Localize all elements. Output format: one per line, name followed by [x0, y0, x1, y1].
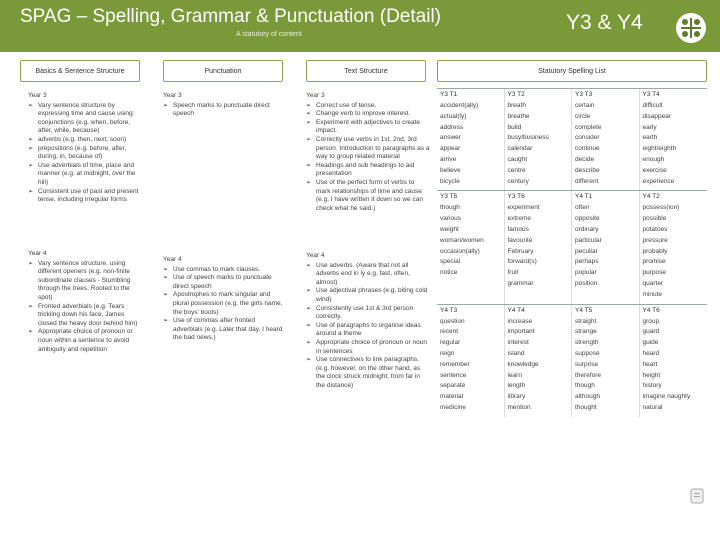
spelling-cell — [640, 191, 708, 303]
spelling-word: surprise — [575, 360, 599, 368]
spelling-term-heading: Y3 T2 — [507, 91, 525, 98]
spelling-word: mention — [507, 403, 531, 411]
year-label: Year 4 — [163, 256, 182, 263]
spelling-word: length — [507, 382, 526, 390]
spelling-word: difficult — [642, 102, 663, 109]
spelling-word: woman/women — [440, 236, 484, 244]
spelling-term-heading: Y4 T5 — [575, 306, 593, 314]
spelling-word: promise — [642, 258, 666, 266]
year-tag: Y3 & Y4 — [566, 11, 643, 34]
spelling-cell — [437, 305, 505, 417]
spelling-word: answer — [440, 134, 461, 142]
spelling-word: decide — [575, 155, 595, 163]
list-item: ➢ Appropriate choice of pronoun or noun in sentences — [306, 339, 430, 356]
year-label: Year 3 — [306, 92, 325, 99]
spelling-word: imagine naughty — [642, 393, 691, 401]
spelling-term-heading: Y4 T1 — [575, 193, 593, 201]
spelling-term-heading: Y4 T3 — [440, 306, 458, 314]
page-title: SPAG – Spelling, Grammar & Punctuation (Detail) — [20, 6, 441, 27]
year-label: Year 3 — [28, 92, 47, 99]
spelling-word: though — [440, 204, 460, 212]
spelling-word: experience — [642, 177, 675, 185]
spelling-block — [437, 190, 707, 303]
spelling-word: February — [507, 247, 534, 255]
spelling-word: straight — [575, 317, 597, 325]
spelling-word: remember — [440, 360, 470, 368]
spelling-word: address — [440, 123, 464, 131]
spelling-word: therefore — [575, 371, 602, 379]
spelling-cell — [505, 89, 573, 190]
spelling-word: height — [642, 371, 661, 379]
list-item: ➢ Headings and sub headings to aid presentation — [306, 162, 430, 179]
tree-crest-icon — [675, 12, 707, 44]
text-structure-y3 — [306, 92, 430, 213]
list-item: ➢ Apostrophes to mark singular and plural possession (e.g. the girls name, the boys' boots) — [163, 291, 283, 317]
spelling-term-heading: Y3 T6 — [507, 193, 525, 201]
list-item: ➢ Consistent use of past and present tense, including irregular forms — [28, 188, 140, 205]
spelling-cell — [640, 89, 708, 190]
spelling-word: potatoes — [642, 225, 668, 233]
spelling-term-heading: Y3 T3 — [575, 91, 593, 98]
year-label: Year 4 — [28, 250, 47, 257]
spelling-term-heading: Y3 T4 — [642, 91, 660, 98]
spelling-word: question — [440, 317, 465, 325]
spelling-word: strange — [575, 328, 597, 336]
column-heading-punctuation: Punctuation — [163, 60, 283, 82]
spelling-word: centre — [507, 166, 526, 174]
spelling-word: forward(s) — [507, 258, 537, 266]
spelling-word: believe — [440, 166, 461, 174]
spelling-word: bicycle — [440, 177, 460, 185]
list-item: ➢ Use of paragraphs to organise ideas around a theme — [306, 322, 430, 339]
list-item: ➢ Change verb to improve interest. — [306, 110, 430, 119]
text-structure-y4 — [306, 252, 430, 391]
spelling-block — [437, 88, 707, 190]
spelling-word: regular — [440, 339, 461, 347]
spelling-cell — [572, 89, 640, 190]
list-item: ➢ Use of commas after fronted adverbials (e.g. Later that day, I heard the bad news.) — [163, 317, 283, 343]
spelling-word: complete — [575, 123, 602, 131]
spelling-word: breath — [507, 102, 526, 109]
spelling-word: special — [440, 258, 461, 266]
spelling-word: sentence — [440, 371, 467, 379]
spelling-word: popular — [575, 269, 597, 277]
spelling-word: knowledge — [507, 360, 539, 368]
spelling-word: particular — [575, 236, 602, 244]
spelling-word: probably — [642, 247, 668, 255]
spelling-word: natural — [642, 403, 663, 411]
spelling-word: circle — [575, 112, 591, 120]
spelling-block — [437, 304, 707, 417]
column-heading-spelling: Statutory Spelling List — [437, 60, 707, 82]
spelling-word: calendar — [507, 145, 533, 153]
spelling-word: busy/business — [507, 134, 549, 142]
page-subtitle: A statutory of content — [236, 31, 302, 38]
spelling-word: suppose — [575, 349, 600, 357]
spelling-word: occasion(ally) — [440, 247, 480, 255]
spelling-word: position — [575, 279, 598, 287]
spelling-word: accident(ally) — [440, 102, 479, 109]
spelling-word: library — [507, 393, 526, 401]
spelling-word: material — [440, 393, 464, 401]
spelling-word: grammar — [507, 279, 534, 287]
spelling-cell — [505, 191, 573, 303]
spelling-cell — [437, 191, 505, 303]
spelling-word: heard — [642, 349, 660, 357]
spelling-word: perhaps — [575, 258, 599, 266]
spelling-word: continue — [575, 145, 600, 153]
spelling-word: important — [507, 328, 535, 336]
list-item: ➢ Use of the perfect form of verbs to mark relationships of time and cause (e.g. I have written it down so we can check what he said.) — [306, 179, 430, 213]
spelling-cell — [572, 191, 640, 303]
spelling-word: heart — [642, 360, 658, 368]
spelling-word: strength — [575, 339, 599, 347]
list-item: ➢ Use adverbs. (Aware that not all adverbs end in ly e.g. fast, often, almost) — [306, 262, 430, 288]
spelling-word: purpose — [642, 269, 666, 277]
spelling-word: enough — [642, 155, 665, 163]
sentence-y4 — [28, 250, 140, 354]
spelling-word: group — [642, 317, 660, 325]
column-heading-text: Text Structure — [306, 60, 426, 82]
spelling-word: thought — [575, 403, 597, 411]
list-item: ➢ Experiment with adjectives to create impact. — [306, 119, 430, 136]
page-icon — [690, 488, 704, 504]
spelling-word: various — [440, 215, 461, 223]
spelling-word: medicine — [440, 403, 467, 411]
spelling-word: quarter — [642, 279, 664, 287]
spelling-word: century — [507, 177, 529, 185]
spelling-word: recent — [440, 328, 459, 336]
spelling-word: experiment — [507, 204, 540, 212]
list-item: ➢ Speech marks to punctuate direct speech — [163, 102, 283, 119]
spelling-word: eight/eighth — [642, 145, 677, 153]
list-item: ➢ Use connectives to link paragraphs. (e.g. however, on the other hand, as the clock struck midnight, from far in the distance) — [306, 356, 430, 390]
spelling-word: arrive — [440, 155, 457, 163]
spelling-cell — [437, 89, 505, 190]
spelling-word: although — [575, 393, 600, 401]
spelling-cell — [572, 305, 640, 417]
spelling-word: history — [642, 382, 662, 390]
spelling-word: guide — [642, 339, 659, 347]
spelling-word: famous — [507, 225, 529, 233]
spelling-word: different — [575, 177, 599, 185]
spelling-term-heading: Y3 T1 — [440, 91, 458, 98]
spelling-word: breathe — [507, 112, 530, 120]
list-item: ➢ Correctly use verbs in 1st, 2nd, 3rd person. Introduction to paragraphs as a way to group related material — [306, 136, 430, 162]
spelling-word: interest — [507, 339, 529, 347]
spelling-word: increase — [507, 317, 533, 325]
spelling-word: exercise — [642, 166, 667, 174]
spelling-word: fruit — [507, 269, 519, 277]
spelling-word: reign — [440, 349, 455, 357]
spelling-word: ordinary — [575, 225, 599, 233]
spelling-cell — [505, 305, 573, 417]
year-label: Year 3 — [163, 92, 182, 99]
list-item: ➢ Use commas to mark clauses. — [163, 266, 283, 275]
spelling-word: favourite — [507, 236, 533, 244]
list-item: ➢ Fronted adverbials (e.g. Tears trickling down his face, James closed the heavy door behind him) — [28, 303, 140, 329]
spelling-term-heading: Y4 T6 — [642, 306, 660, 314]
list-item: ➢ adverbs (e.g. then, next, soon) — [28, 136, 140, 145]
list-item: ➢ Correct use of tense. — [306, 102, 430, 111]
list-item: ➢ Vary sentence structure, using different openers (e.g. non-finite subordinate clauses - Stumbling through the trees, Rooted to the spot) — [28, 260, 140, 303]
spelling-word: build — [507, 123, 522, 131]
spelling-word: early — [642, 123, 657, 131]
spelling-word: opposite — [575, 215, 600, 223]
sentence-y3 — [28, 92, 140, 205]
spelling-word: though — [575, 382, 595, 390]
spelling-word: possess(ion) — [642, 204, 680, 212]
list-item: ➢ Use adverbials of time, place and manner (e.g. at midnight, over the hill) — [28, 162, 140, 188]
spelling-word: pressure — [642, 236, 668, 244]
punctuation-y3 — [163, 92, 283, 119]
spelling-word: notice — [440, 269, 458, 277]
list-item: ➢ Use adjectival phrases (e.g. biting cold wind) — [306, 287, 430, 304]
spelling-cell — [640, 305, 708, 417]
spelling-word: peculiar — [575, 247, 598, 255]
year-label: Year 4 — [306, 252, 325, 259]
spelling-word: certain — [575, 102, 595, 109]
list-item: ➢ Use of speech marks to punctuate direct speech — [163, 274, 283, 291]
spelling-term-heading: Y4 T4 — [507, 306, 525, 314]
spelling-word: minute — [642, 290, 663, 298]
spelling-grid — [437, 88, 707, 417]
spelling-word: earth — [642, 134, 658, 142]
spelling-word: describe — [575, 166, 600, 174]
spelling-word: learn — [507, 371, 522, 379]
spelling-word: weight — [440, 225, 459, 233]
spelling-word: separate — [440, 382, 466, 390]
list-item: ➢ prepositions (e.g. before, after, during, in, because of) — [28, 145, 140, 162]
spelling-word: extreme — [507, 215, 531, 223]
spelling-word: disappear — [642, 112, 672, 120]
spelling-word: often — [575, 204, 590, 212]
spelling-word: caught — [507, 155, 528, 163]
spelling-word: guard — [642, 328, 660, 336]
spelling-word: appear — [440, 145, 461, 153]
list-item: ➢ Vary sentence structure by expressing time and cause using: conjunctions (e.g. when, before, after, while, because) — [28, 102, 140, 136]
punctuation-y4 — [163, 256, 283, 343]
spelling-term-heading: Y3 T5 — [440, 193, 458, 201]
spelling-word: actual(ly) — [440, 112, 467, 120]
list-item: ➢ Consistently use 1st & 3rd person correctly. — [306, 305, 430, 322]
spelling-term-heading: Y4 T2 — [642, 193, 660, 201]
spelling-word: possible — [642, 215, 667, 223]
column-heading-sentence: Basics & Sentence Structure — [20, 60, 140, 82]
spelling-word: island — [507, 349, 525, 357]
spelling-word: consider — [575, 134, 600, 142]
list-item: ➢ Appropriate choice of pronoun or noun within a sentence to avoid ambiguity and repetition — [28, 328, 140, 354]
